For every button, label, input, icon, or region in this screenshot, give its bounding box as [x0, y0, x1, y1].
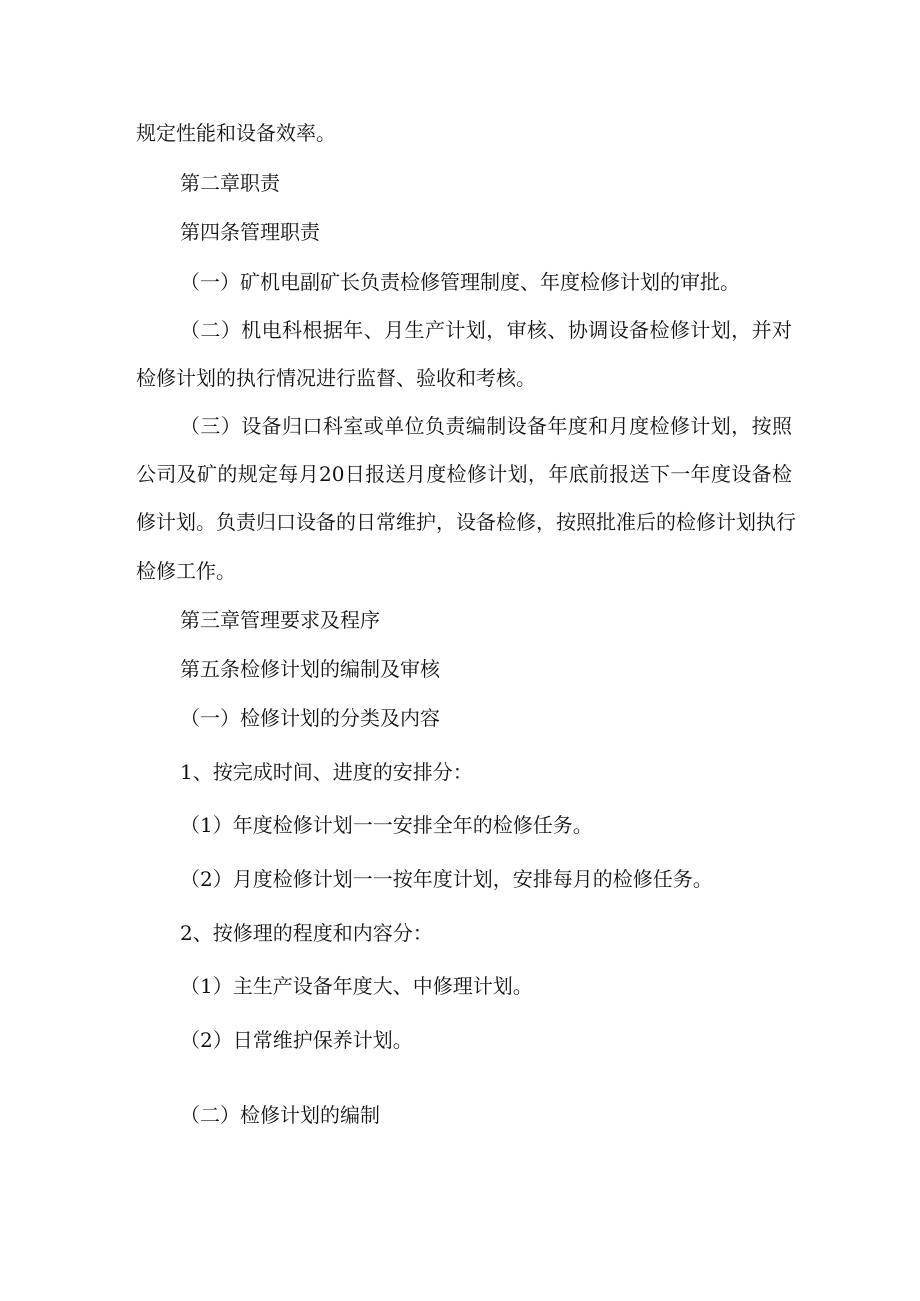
list-item: （1）主生产设备年度大、中修理计划。	[180, 974, 533, 998]
article-heading: 第四条管理职责	[180, 220, 320, 244]
chapter-heading: 第三章管理要求及程序	[180, 608, 380, 632]
paragraph-line: 规定性能和设备效率。	[136, 121, 336, 145]
chapter-heading: 第二章职责	[180, 171, 280, 195]
paragraph-line: 公司及矿的规定每月20日报送月度检修计划，年底前报送下一年度设备检	[136, 462, 792, 486]
list-item: 2、按修理的程度和内容分：	[180, 921, 433, 945]
section-heading: （二）检修计划的编制	[180, 1103, 380, 1127]
list-item: （1）年度检修计划一一安排全年的检修任务。	[180, 813, 593, 837]
paragraph-line: （二）机电科根据年、月生产计划，审核、协调设备检修计划，并对	[180, 318, 792, 342]
paragraph-line: 检修工作。	[136, 559, 236, 583]
paragraph-line: 检修计划的执行情况进行监督、验收和考核。	[136, 366, 536, 390]
paragraph-line: （一）矿机电副矿长负责检修管理制度、年度检修计划的审批。	[180, 270, 740, 294]
list-item: 1、按完成时间、进度的安排分：	[180, 760, 473, 784]
article-heading: 第五条检修计划的编制及审核	[180, 657, 440, 681]
paragraph-line: （三）设备归口科室或单位负责编制设备年度和月度检修计划，按照	[180, 414, 792, 438]
section-heading: （一）检修计划的分类及内容	[180, 706, 440, 730]
list-item: （2）月度检修计划一一按年度计划，安排每月的检修任务。	[180, 867, 713, 891]
paragraph-line: 修计划。负责归口设备的日常维护，设备检修，按照批准后的检修计划执行	[136, 510, 796, 534]
list-item: （2）日常维护保养计划。	[180, 1028, 413, 1052]
